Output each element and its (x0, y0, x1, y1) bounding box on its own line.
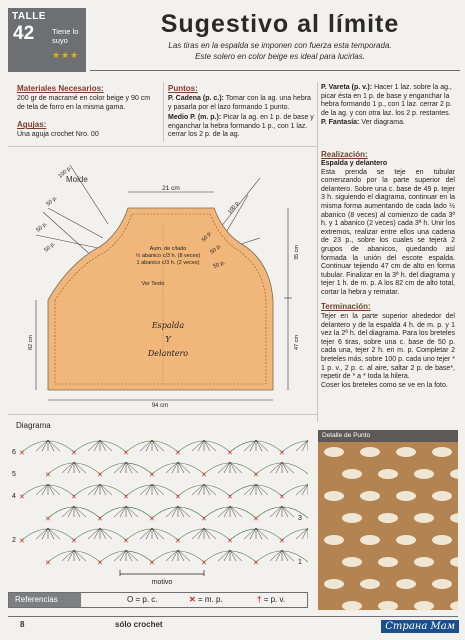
lace-hole (432, 535, 452, 545)
chain-arc (282, 441, 308, 452)
chart-rows (19, 440, 308, 567)
subtitle-line-2: Este solero en color beige es ideal para lucirlas. (195, 52, 365, 61)
strap-label: 50 p. (212, 260, 227, 270)
single-crochet-mark: ✕ (97, 560, 103, 567)
stitch-fantasia (321, 119, 455, 128)
terminacion-section (321, 302, 455, 390)
lace-hole (378, 557, 398, 567)
page-title: Sugestivo al límite (160, 10, 400, 38)
stitch-cadena (168, 95, 316, 112)
mold-diagram (8, 150, 314, 410)
single-crochet-mark: ✕ (149, 472, 155, 479)
lace-hole (360, 447, 380, 457)
single-crochet-mark: ✕ (201, 560, 207, 567)
lace-hole (360, 579, 380, 589)
lace-hole (324, 447, 344, 457)
single-crochet-mark: ✕ (253, 516, 259, 523)
piece-label-3: Delantero (147, 349, 189, 358)
section-divider (8, 146, 318, 147)
stitch-detail-photo (318, 430, 458, 610)
lace-hole (342, 557, 362, 567)
realizacion-subheading: Espalda y delantero (321, 160, 388, 167)
single-crochet-mark: ✕ (227, 450, 233, 457)
single-crochet-mark: ✕ (279, 538, 285, 545)
single-crochet-mark: ✕ (71, 450, 77, 457)
right-lower-label: 47 cm (294, 335, 300, 350)
lace-hole (414, 557, 434, 567)
ref-single-crochet-label: = m. p. (197, 595, 223, 604)
single-crochet-mark: ✕ (19, 494, 25, 501)
piece-label-1: Espalda (151, 321, 185, 330)
strap-label: 50 p. (209, 243, 223, 256)
stitches-continued (321, 84, 455, 128)
chart-title: Diagrama (16, 421, 51, 430)
single-crochet-mark: ✕ (175, 494, 181, 501)
page-number: 8 (20, 620, 25, 629)
single-crochet-mark: ✕ (149, 560, 155, 567)
mold-title: Molde (66, 175, 88, 184)
row-number: 1 (298, 559, 302, 566)
stitch-texture (318, 430, 458, 610)
footer-rule (8, 616, 458, 617)
single-crochet-mark: ✕ (175, 538, 181, 545)
watermark-logo: Страна Мам (381, 620, 459, 633)
stitch-fantasia-text: Ver diagrama. (361, 119, 405, 127)
materials-section (17, 84, 157, 140)
lace-hole (342, 513, 362, 523)
header-rule (90, 70, 460, 71)
single-crochet-mark: ✕ (253, 560, 259, 567)
cross-icon: ✕ (189, 595, 196, 604)
lace-hole (414, 469, 434, 479)
stitch-vareta (321, 84, 455, 118)
lace-hole (432, 491, 452, 501)
lace-hole (360, 491, 380, 501)
increase-note-2: ½ abanico c/3 h. (8 veces) (135, 253, 201, 259)
strap-label: 50 p. (200, 230, 214, 244)
single-crochet-mark: ✕ (71, 538, 77, 545)
realizacion-section (321, 150, 455, 298)
materials-heading: Materiales Necesarios: (17, 84, 104, 93)
single-crochet-mark: ✕ (19, 450, 25, 457)
needles-text: Una aguja crochet Nro. 00 (17, 131, 99, 139)
lace-hole (378, 513, 398, 523)
single-crochet-mark: ✕ (97, 472, 103, 479)
single-crochet-mark: ✕ (71, 494, 77, 501)
lace-hole (396, 535, 416, 545)
strap-label: 50 p. (43, 241, 57, 254)
ref-chain: O = p. c. (127, 595, 158, 604)
references-bar (8, 592, 308, 608)
center-note: Ver Texto (141, 281, 165, 287)
row-number: 6 (12, 449, 16, 456)
stitch-medio-label: Medio P. (m. p.): (168, 114, 222, 122)
single-crochet-mark: ✕ (45, 472, 51, 479)
single-crochet-mark: ✕ (201, 472, 207, 479)
terminacion-heading: Terminación: (321, 302, 371, 311)
lace-hole (432, 447, 452, 457)
section-divider (8, 414, 318, 415)
single-crochet-mark: ✕ (201, 516, 207, 523)
strap-label: 50 p. (35, 221, 49, 234)
magazine-name: sólo crochet (115, 620, 163, 629)
single-crochet-mark: ✕ (227, 494, 233, 501)
single-crochet-mark: ✕ (279, 450, 285, 457)
lace-hole (342, 469, 362, 479)
ref-single-crochet (189, 595, 223, 605)
single-crochet-mark: ✕ (253, 472, 259, 479)
lace-hole (396, 447, 416, 457)
strap-label: 100 p. (226, 199, 242, 216)
page-subtitle (100, 40, 460, 62)
lace-hole (378, 469, 398, 479)
stitch-post-icon: † (257, 595, 262, 604)
single-crochet-mark: ✕ (123, 450, 129, 457)
lace-hole (324, 535, 344, 545)
strap-label: 100 p. (57, 165, 74, 180)
ref-double-crochet-label: = p. v. (263, 595, 286, 604)
materials-text: 200 gr de macramé en color beige y 90 cm de tela de forro en la misma gama. (17, 95, 151, 111)
right-upper-label: 35 cm (294, 245, 300, 260)
needles-heading: Agujas: (17, 120, 47, 130)
lace-hole (324, 579, 344, 589)
row-number: 5 (12, 471, 16, 478)
top-width-label: 21 cm (162, 185, 180, 192)
stitch-cadena-text: Tomar con la ag. una hebra y pasarla por el lazo formando 1 punto. (168, 95, 311, 111)
single-crochet-mark: ✕ (149, 516, 155, 523)
realizacion-heading: Realización: (321, 150, 368, 159)
lace-hole (324, 491, 344, 501)
size-description: Tiene lo suyo (52, 27, 79, 45)
single-crochet-mark: ✕ (279, 494, 285, 501)
single-crochet-mark: ✕ (45, 516, 51, 523)
terminacion-text: Tejer en la parte superior alrededor del delantero y de la espalda 4 h. de m. p. y 1 vez la 2ª h. del diagrama. Para los breteles tejer 6 tiras, sobre una c. base de 50 p. cada una, tejer 2 h. en m. p. Completar 2 breteles más, sobre 100 p. cada uno tejer * 1 p. v., 2 p. c. al aire, saltar 2 p. de base*, repetir de * a * toda la hilera. (321, 313, 455, 381)
increase-note-1: Aum. de c/lado (149, 246, 187, 252)
single-crochet-mark: ✕ (227, 538, 233, 545)
single-crochet-mark: ✕ (19, 538, 25, 545)
single-crochet-mark: ✕ (45, 560, 51, 567)
single-crochet-mark: ✕ (123, 538, 129, 545)
stitch-fantasia-label: P. Fantasía: (321, 119, 360, 127)
lace-hole (396, 491, 416, 501)
difficulty-stars: ★★★ (52, 50, 80, 60)
chain-arc (282, 529, 308, 540)
size-label: TALLE (12, 11, 46, 22)
column-divider (317, 82, 318, 422)
lace-hole (432, 579, 452, 589)
bottom-width-label: 94 cm (151, 403, 169, 409)
stitch-vareta-text: Hacer 1 laz. sobre la ag., picar ésta en 1 p. de base y enganchar la hebra formando 1 p., con 1 laz. cerrar 2 p. de la ag. y con otra laz. los 2 p. restantes. (321, 84, 452, 117)
increase-note-3: 1 abanico c/3 h. (2 veces) (136, 260, 200, 266)
garment-shape (48, 208, 273, 390)
lace-hole (414, 513, 434, 523)
references-label: Referencias (9, 593, 81, 607)
left-height-label: 82 cm (28, 335, 34, 350)
stitches-section (168, 84, 316, 140)
lace-hole (360, 535, 380, 545)
photo-label: Detalle de Punto (318, 430, 458, 442)
single-crochet-mark: ✕ (175, 450, 181, 457)
stitches-heading: Puntos: (168, 84, 198, 93)
row-number: 4 (12, 493, 16, 500)
motif-label: motivo (151, 579, 173, 586)
piece-label-2: Y (165, 335, 171, 344)
row-number: 3 (298, 515, 302, 522)
ref-double-crochet (257, 595, 285, 605)
realizacion-text: Esta prenda se teje en tubular comenzando por la parte superior del delantero. Sobre una c. base de 49 p. tejer 3 h. siguiendo el diagrama, continuar en la misma forma aumentando de cada lado ½ abanico (8 veces) al comienzo de cada 3ª h. y 1 abanico (2 veces) cada 3ª h. Unir los extremos, realizar entre ellos una cadena de 23 p., sobre los cuales se tejerá 2 grupos de abanicos, quedando así formada la unión del escote espalda. Continuar tejiendo 47 cm de alto en forma tubular. Finalizar en la 3ª h. del diagrama y tejer 1 h. de m. p. A los 82 cm de alto total, cortar la hebra y rematar. (321, 168, 455, 296)
single-crochet-mark: ✕ (123, 494, 129, 501)
strap-label: 50 p. (45, 195, 59, 208)
lace-hole (396, 579, 416, 589)
terminacion-text-2: Coser los breteles como se ve en la foto. (321, 381, 448, 389)
row-number: 2 (12, 537, 16, 544)
crochet-chart (8, 418, 308, 586)
chain-arc (282, 485, 308, 496)
stitch-medio (168, 114, 316, 140)
stitch-cadena-label: P. Cadena (p. c.): (168, 95, 224, 102)
size-number: 42 (13, 23, 35, 44)
stitch-vareta-label: P. Vareta (p. v.): (321, 84, 373, 91)
subtitle-line-1: Las tiras en la espalda se imponen con fuerza esta temporada. (168, 41, 392, 50)
column-divider (163, 82, 164, 142)
stitch-medio-text: Picar la ag. en 1 p. de base y enganchar la hebra formando 1 p., con 1 laz. cerrar los 2 p. de la ag. (168, 114, 314, 139)
size-badge (8, 8, 86, 72)
single-crochet-mark: ✕ (97, 516, 103, 523)
